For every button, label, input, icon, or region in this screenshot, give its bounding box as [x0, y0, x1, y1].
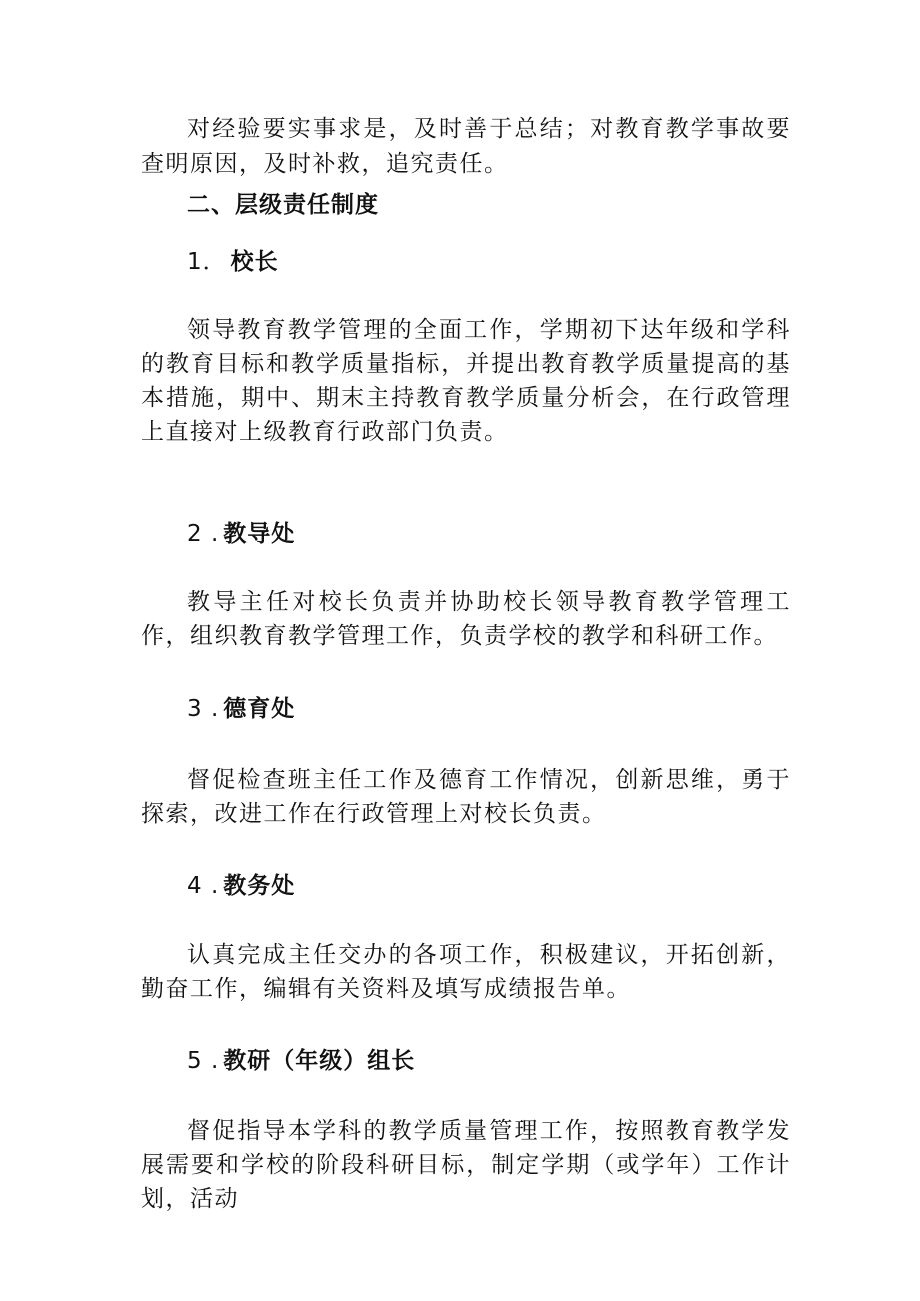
- item-number: 1．: [187, 249, 227, 275]
- item-paragraph-principal: 领导教育教学管理的全面工作，学期初下达年级和学科的教育目标和教学质量指标，并提出教育教学质量提高的基本措施，期中、期末主持教育教学质量分析会，在行政管理上直接对上级教育行政部门负责。: [141, 317, 791, 445]
- item-paragraph-moral-office: 督促检查班主任工作及德育工作情况，创新思维，勇于探索，改进工作在行政管理上对校长负责。: [141, 767, 791, 827]
- item-number: 3 .: [187, 696, 220, 722]
- item-title: 校长: [230, 249, 279, 275]
- item-paragraph-research-leader: 督促指导本学科的教学质量管理工作，按照教育教学发展需要和学校的阶段科研目标，制定学期（或学年）工作计划，活动: [141, 1118, 791, 1212]
- item-title: 教务处: [223, 873, 296, 899]
- item-heading-moral-office: [187, 690, 295, 723]
- intro-paragraph: 对经验要实事求是，及时善于总结；对教育教学事故要查明原因，及时补救，追究责任。: [141, 116, 791, 177]
- item-title: 德育处: [223, 696, 296, 722]
- item-heading-principal: [187, 243, 279, 276]
- item-paragraph-academic-office: 教导主任对校长负责并协助校长领导教育教学管理工作，组织教育教学管理工作，负责学校的教学和科研工作。: [141, 589, 791, 649]
- item-heading-academic-office: [187, 515, 295, 548]
- item-heading-research-leader: [187, 1042, 415, 1075]
- section-title: 二、层级责任制度: [187, 192, 379, 218]
- item-heading-affairs-office: [187, 867, 295, 900]
- item-paragraph-affairs-office: 认真完成主任交办的各项工作，积极建议，开拓创新，勤奋工作，编辑有关资料及填写成绩报告单。: [141, 942, 791, 1002]
- item-number: 5 .: [187, 1048, 220, 1074]
- item-number: 2 .: [187, 521, 220, 547]
- item-title: 教研（年级）组长: [223, 1048, 416, 1074]
- item-title: 教导处: [223, 521, 296, 547]
- item-number: 4 .: [187, 873, 220, 899]
